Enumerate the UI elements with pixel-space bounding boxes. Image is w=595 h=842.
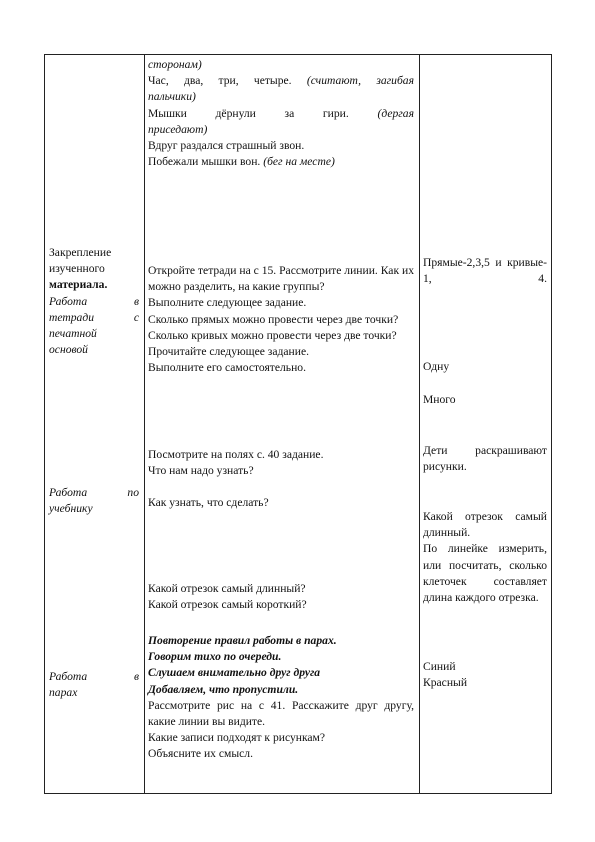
question-straight: Сколько прямых можно провести через две точки? xyxy=(148,312,399,326)
do-task: Выполните следующее задание. xyxy=(148,296,307,310)
pair-rules: Повторение правил работы в парах. Говорим тихо по очереди. Слушаем внимательно друг друга Добавляем, что пропустили. xyxy=(148,634,337,696)
rhyme-line: Вдруг раздался страшный звон. xyxy=(148,139,305,153)
read-task: Прочитайте следующее задание. xyxy=(148,345,309,359)
which-longest: Какой отрезок самый длинный. xyxy=(423,510,547,540)
textbook-label: Работа по учебнику xyxy=(49,486,139,516)
physical-exercise-rhyme xyxy=(148,57,414,170)
lesson-table xyxy=(44,54,552,794)
explain: Объясните их смысл. xyxy=(148,747,253,761)
question-shortest: Какой отрезок самый короткий? xyxy=(148,598,307,612)
pair-work xyxy=(148,633,414,763)
pairs-label: Работа в парах xyxy=(49,670,139,700)
question-longest: Какой отрезок самый длинный? xyxy=(148,582,306,595)
column-divider-2 xyxy=(419,55,420,793)
rhyme-line: приседают) xyxy=(148,122,208,136)
measure-text: По линейке измерить, или посчитать, сколько клеточек составляет длина каждого отрезка. xyxy=(423,542,547,605)
do-yourself: Выполните его самостоятельно. xyxy=(148,361,306,375)
notebook-tasks xyxy=(148,263,414,376)
middle-column xyxy=(148,57,414,170)
answer-colors xyxy=(423,659,547,691)
rhyme-line: Час, два, три, четыре. (считают, загибая xyxy=(148,74,414,88)
rhyme-line: Побежали мышки вон. (бег на месте) xyxy=(148,155,335,169)
segment-questions xyxy=(148,581,414,613)
answer-measure xyxy=(423,509,547,606)
notebook-task: Откройте тетради на с 15. Рассмотрите линии. Как их можно разделить, на какие группы? xyxy=(148,264,414,294)
color-red: Красный xyxy=(423,676,468,690)
notebook-label: Работа в тетради с печатной основой xyxy=(49,294,139,357)
color-blue: Синий xyxy=(423,660,456,673)
section-title: Закрепление изученного материала. xyxy=(49,246,112,292)
textbook-tasks xyxy=(148,447,414,512)
rhyme-line: Мышки дёрнули за гири. (дергая xyxy=(148,106,414,120)
answer-many: Много xyxy=(423,393,456,406)
rhyme-line: пальчики) xyxy=(148,90,196,104)
how-know: Как узнать, что сделать? xyxy=(148,496,269,510)
rhyme-line: сторонам) xyxy=(148,58,202,71)
what-know: Что нам надо узнать? xyxy=(148,464,254,478)
answer-lines: Прямые-2,3,5 и кривые- 1, 4. xyxy=(423,256,547,286)
which-notes: Какие записи подходят к рисункам? xyxy=(148,731,326,745)
look-picture: Рассмотрите рис на с 41. Расскажите друг другу, какие линии вы видите. xyxy=(148,698,414,729)
answer-children: Дети раскрашивают рисунки. xyxy=(423,444,547,474)
left-column xyxy=(49,245,139,700)
answer-one: Одну xyxy=(423,360,450,373)
margin-task: Посмотрите на полях с. 40 задание. xyxy=(148,448,324,461)
question-curved: Сколько кривых можно провести через две точки? xyxy=(148,328,397,342)
column-divider-1 xyxy=(144,55,145,793)
